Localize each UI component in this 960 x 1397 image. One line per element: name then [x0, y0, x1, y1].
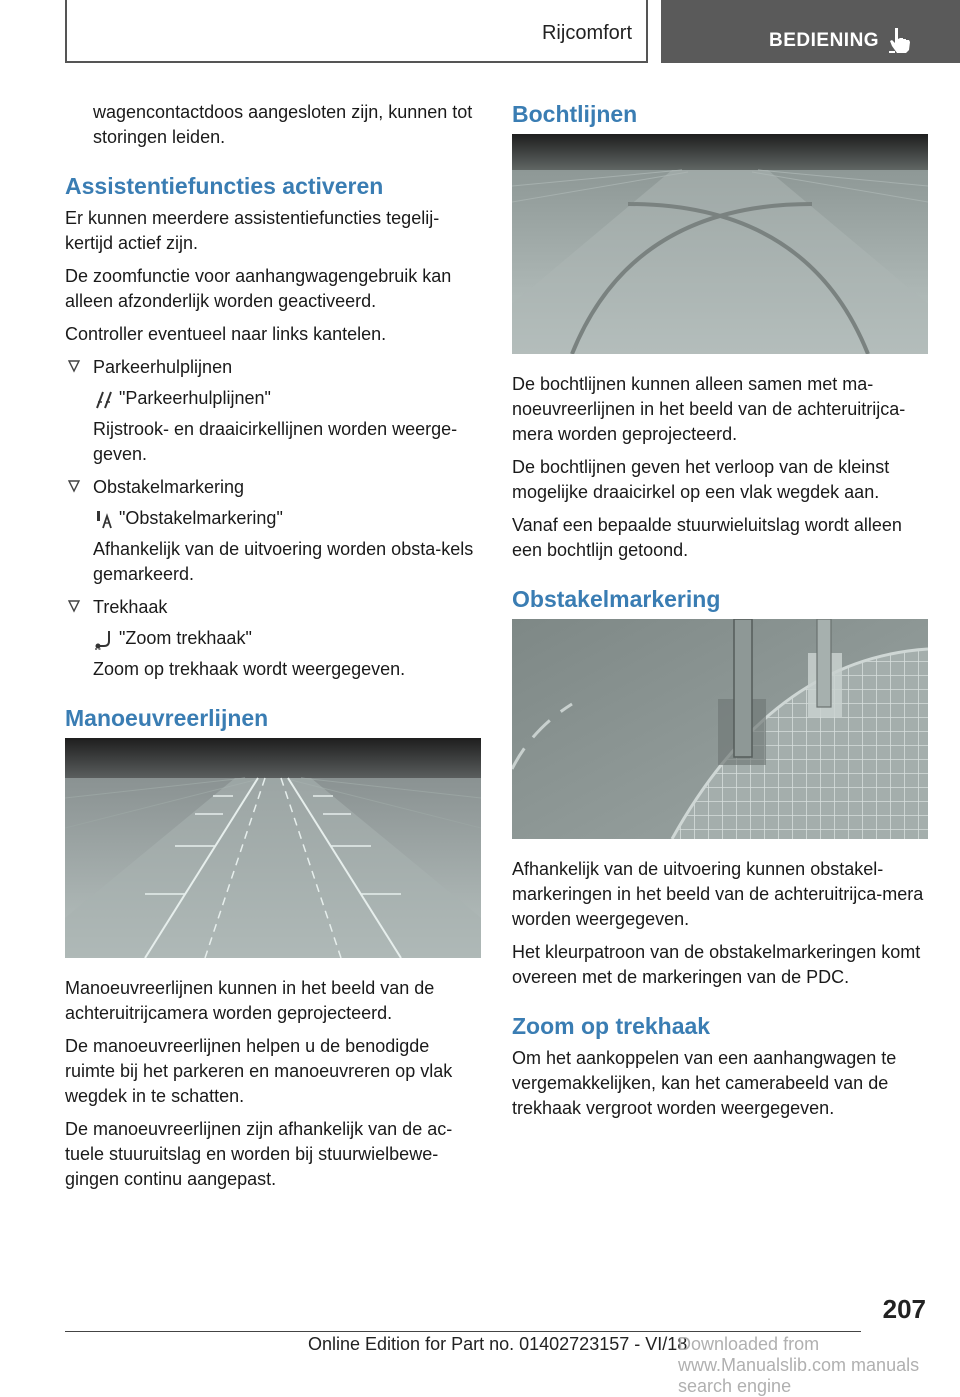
heading-obstacle: Obstakelmarkering	[512, 586, 721, 612]
item-title: Obstakelmarkering	[93, 477, 245, 497]
obstacle-marking-image	[512, 619, 928, 839]
paragraph: Controller eventueel naar links kantelen.	[65, 324, 387, 344]
page-footer	[0, 1290, 960, 1396]
section-box	[65, 0, 648, 63]
parking-lines-icon	[93, 388, 115, 410]
paragraph: Er kunnen meerdere assistentiefuncties tegelij-kertijd actief zijn.	[65, 208, 440, 253]
item-title: Trekhaak	[93, 597, 168, 617]
paragraph: Manoeuvreerlijnen kunnen in het beeld van de achteruitrijcamera worden geprojecteerd.	[65, 978, 435, 1023]
section-title: Rijcomfort	[541, 22, 632, 44]
triangle-bullet-icon	[67, 359, 81, 373]
intro-text: wagencontactdoos aangesloten zijn, kunnen tot storingen leiden.	[93, 102, 473, 147]
command-text: "Parkeerhulplijnen"	[119, 388, 271, 408]
paragraph: De bochtlijnen geven het verloop van de kleinst mogelijke draaicirkel op een vlak wegdek aan.	[512, 457, 890, 502]
hand-pointer-icon	[887, 26, 913, 54]
chapter-title: BEDIENING	[769, 30, 880, 51]
footer-divider	[65, 1331, 861, 1332]
triangle-bullet-icon	[67, 479, 81, 493]
command-line	[93, 506, 481, 531]
heading-activate: Assistentiefuncties activeren	[65, 173, 384, 199]
paragraph: De zoomfunctie voor aanhangwagengebruik kan alleen afzonderlijk worden geactiveerd.	[65, 266, 452, 311]
command-line	[93, 626, 481, 651]
chapter-tab	[661, 0, 960, 63]
curve-lines-image	[512, 134, 928, 354]
command-text: "Zoom trekhaak"	[119, 628, 252, 648]
paragraph: De bochtlijnen kunnen alleen samen met ma-noeuvreerlijnen in het beeld van de achteruitrijca-mera worden geprojecteerd.	[512, 374, 906, 444]
list-item	[65, 595, 481, 682]
heading-curve: Bochtlijnen	[512, 101, 638, 127]
triangle-bullet-icon	[67, 599, 81, 613]
paragraph: Afhankelijk van de uitvoering kunnen obstakel-markeringen in het beeld van de achteruitrijca-mera worden weergegeven.	[512, 859, 924, 929]
trailer-hitch-icon	[93, 628, 115, 650]
paragraph: De manoeuvreerlijnen helpen u de benodigde ruimte bij het parkeren en manoeuvreren op vlak wegdek in te schatten.	[65, 1036, 453, 1106]
command-line	[93, 386, 481, 411]
left-column	[65, 100, 481, 1200]
list-item	[65, 475, 481, 587]
paragraph: Vanaf een bepaalde stuurwieluitslag wordt alleen een bochtlijn getoond.	[512, 515, 902, 560]
heading-manoeuvre: Manoeuvreerlijnen	[65, 705, 269, 731]
paragraph: Het kleurpatroon van de obstakelmarkeringen komt overeen met de markeringen van de PDC.	[512, 942, 921, 987]
command-text: "Obstakelmarkering"	[119, 508, 283, 528]
paragraph: Om het aankoppelen van een aanhangwagen te vergemakkelijken, kan het camerabeeld van de trekhaak vergroot worden weergegeven.	[512, 1048, 897, 1118]
right-column	[512, 100, 928, 1129]
page-number: 207	[882, 1294, 926, 1324]
item-desc: Afhankelijk van de uitvoering worden obsta-kels gemarkeerd.	[93, 539, 474, 584]
heading-zoom: Zoom op trekhaak	[512, 1013, 711, 1039]
item-title: Parkeerhulplijnen	[93, 357, 233, 377]
watermark-text: Downloaded from www.Manualslib.com manuals search engine	[678, 1334, 920, 1396]
edition-text: Online Edition for Part no. 01402723157 - VI/18	[308, 1334, 688, 1354]
list-item	[65, 355, 481, 467]
item-desc: Zoom op trekhaak wordt weergegeven.	[93, 659, 406, 679]
manoeuvre-lines-image	[65, 738, 481, 958]
item-desc: Rijstrook- en draaicirkellijnen worden weerge-geven.	[93, 419, 458, 464]
page-header	[0, 0, 960, 66]
obstacle-marking-icon	[93, 508, 115, 530]
function-list	[65, 355, 481, 682]
paragraph: De manoeuvreerlijnen zijn afhankelijk van de ac-tuele stuuruitslag en worden bij stuurwielbewe-gingen continu aangepast.	[65, 1119, 453, 1189]
